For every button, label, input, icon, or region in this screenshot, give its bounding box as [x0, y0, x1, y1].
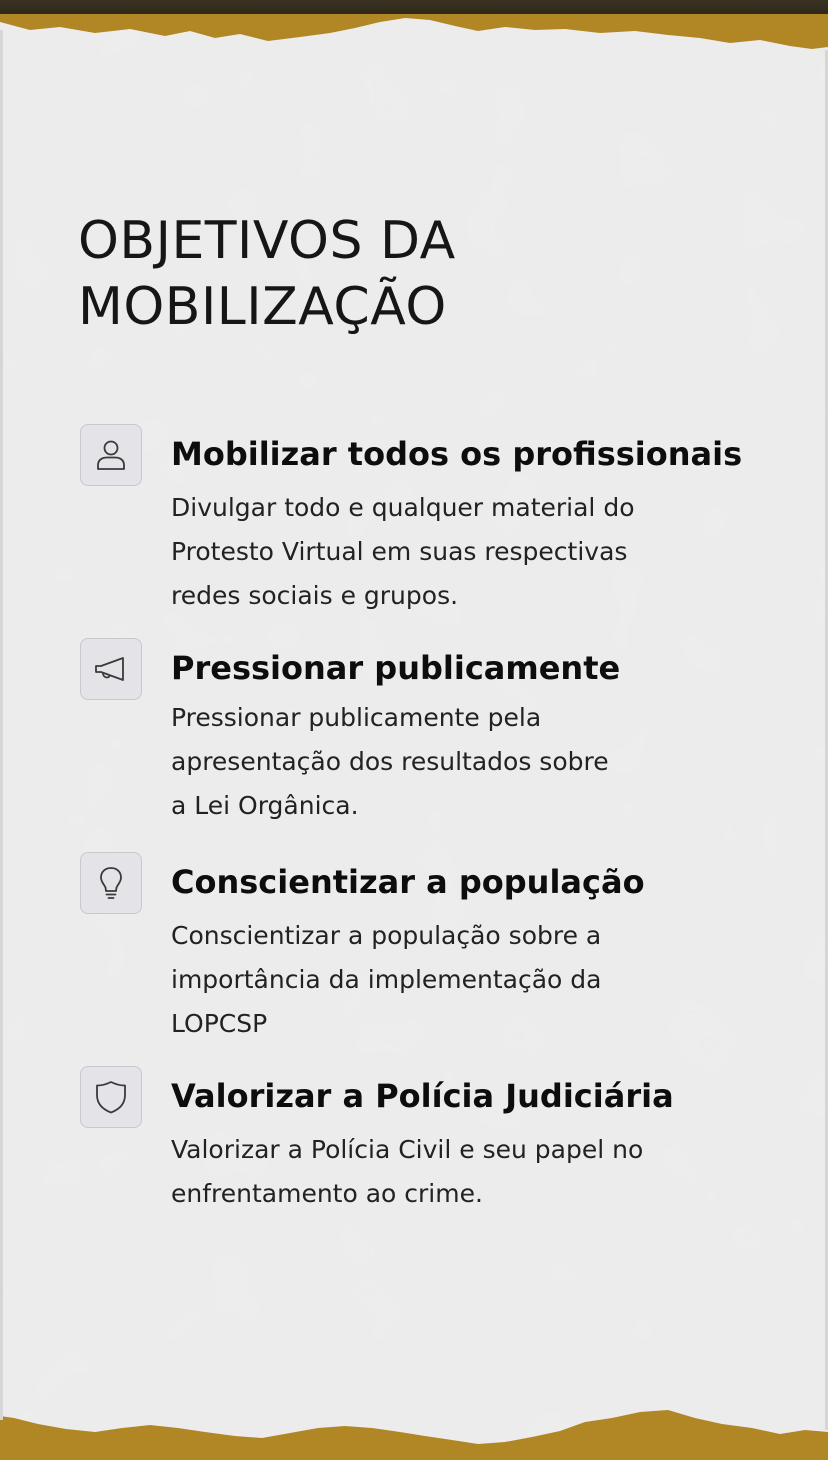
- description-line: Protesto Virtual em suas respectivas: [171, 537, 628, 566]
- objective-description: [171, 486, 731, 618]
- description-line: Pressionar publicamente pela: [171, 703, 542, 732]
- description-line: LOPCSP: [171, 1009, 268, 1038]
- lightbulb-icon: [80, 852, 142, 914]
- objective-description: [171, 696, 731, 828]
- description-line: a Lei Orgânica.: [171, 791, 359, 820]
- description-line: Valorizar a Polícia Civil e seu papel no: [171, 1135, 644, 1164]
- objective-description: [171, 1128, 731, 1216]
- description-line: importância da implementação da: [171, 965, 602, 994]
- description-line: enfrentamento ao crime.: [171, 1179, 483, 1208]
- user-icon: [80, 424, 142, 486]
- title-line-1: OBJETIVOS DA: [78, 211, 456, 271]
- description-line: Conscientizar a população sobre a: [171, 921, 602, 950]
- objective-description: [171, 914, 731, 1046]
- description-line: redes sociais e grupos.: [171, 581, 459, 610]
- objective-title: Valorizar a Polícia Judiciária: [171, 1077, 674, 1115]
- objective-title: Mobilizar todos os profissionais: [171, 435, 743, 473]
- page-title: [78, 208, 778, 340]
- objective-title: Pressionar publicamente: [171, 649, 621, 687]
- title-line-2: MOBILIZAÇÃO: [78, 277, 447, 337]
- megaphone-icon: [80, 638, 142, 700]
- description-line: Divulgar todo e qualquer material do: [171, 493, 635, 522]
- shield-icon: [80, 1066, 142, 1128]
- objective-title: Conscientizar a população: [171, 863, 645, 901]
- description-line: apresentação dos resultados sobre: [171, 747, 609, 776]
